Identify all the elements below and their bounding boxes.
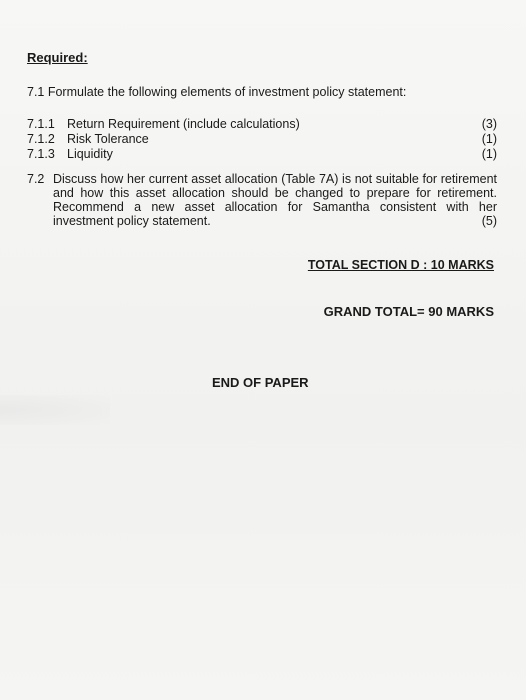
- required-heading: Required:: [27, 50, 88, 65]
- grand-total: GRAND TOTAL= 90 MARKS: [323, 304, 494, 319]
- item-mark: (1): [481, 132, 497, 146]
- question-mark: (5): [481, 214, 497, 228]
- end-of-paper: END OF PAPER: [212, 375, 309, 390]
- item-mark: (1): [481, 147, 497, 161]
- question-7-1: 7.1 Formulate the following elements of investment policy statement:: [27, 85, 407, 99]
- item-number: 7.1.3: [27, 147, 55, 161]
- question-number: 7.2: [27, 172, 45, 186]
- item-label: Return Requirement (include calculations): [67, 117, 300, 131]
- total-section-d: TOTAL SECTION D : 10 MARKS: [307, 258, 494, 272]
- item-number: 7.1.2: [27, 132, 55, 146]
- item-label: Liquidity: [67, 147, 113, 161]
- item-label: Risk Tolerance: [67, 132, 149, 146]
- item-number: 7.1.1: [27, 117, 55, 131]
- paper-smudge: [0, 395, 110, 425]
- question-text: Discuss how her current asset allocation (Table 7A) is not suitable for retirement and how this asset allocation should be changed to prepare for retirement. Recommend a new asset allocation for Samantha consistent with her investment policy statement.: [53, 172, 497, 228]
- item-7-1-3: [27, 147, 497, 161]
- item-7-1-2: [27, 132, 497, 146]
- item-mark: (3): [481, 117, 497, 131]
- item-7-1-1: [27, 117, 497, 131]
- question-7-2: [27, 172, 497, 228]
